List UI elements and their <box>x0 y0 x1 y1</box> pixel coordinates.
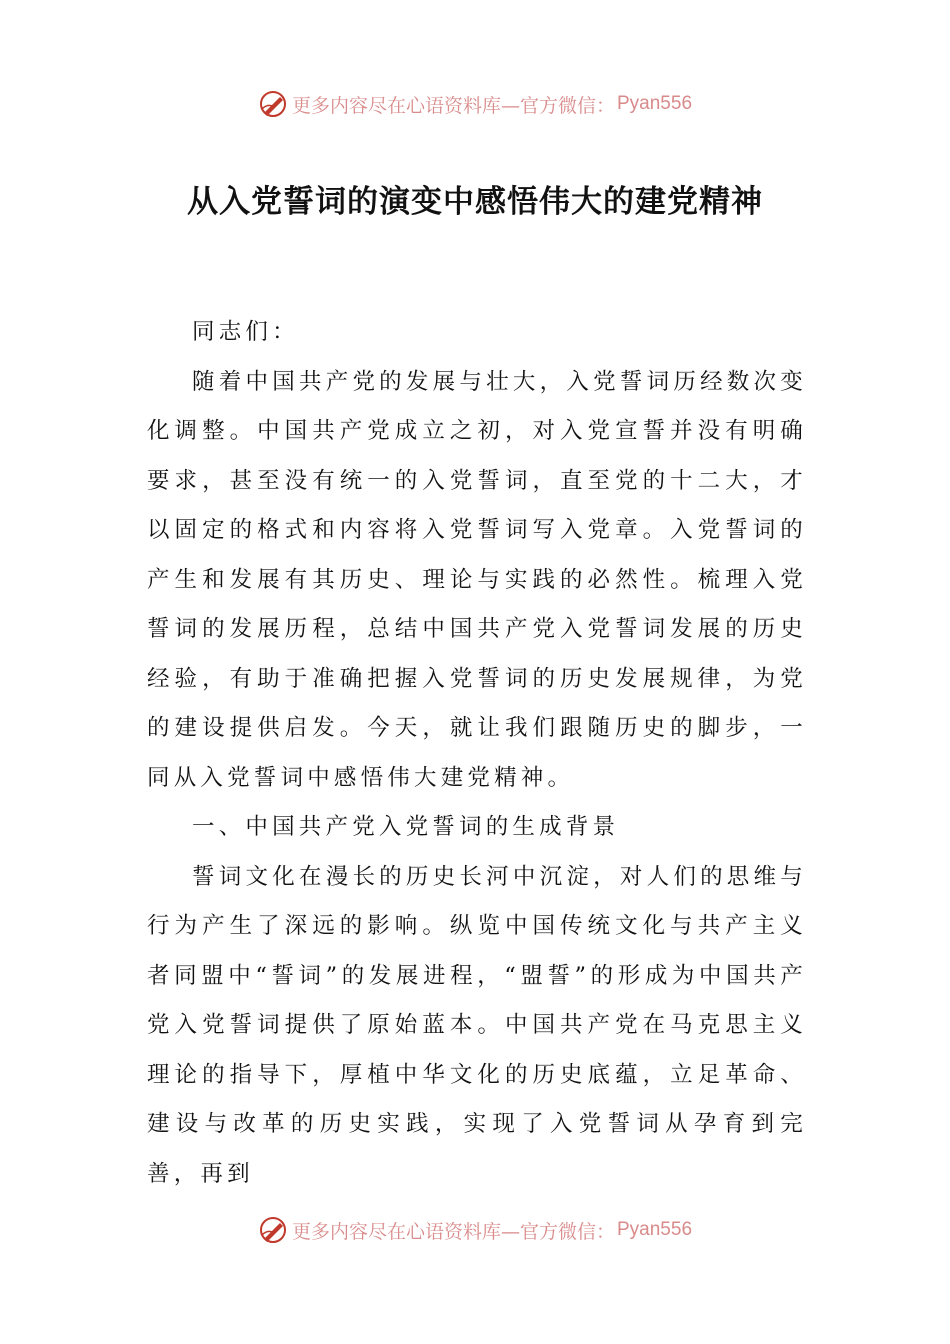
footer-watermark <box>0 1210 950 1250</box>
watermark-wechat-id: Pyan556 <box>617 1219 693 1240</box>
header-watermark <box>0 84 950 124</box>
body-paragraph: 随着中国共产党的发展与壮大，入党誓词历经数次变化调整。中国共产党成立之初，对入党宣誓并没有明确要求，甚至没有统一的入党誓词，直至党的十二大，才以固定的格式和内容将入党誓词写入党章。入党誓词的产生和发展有其历史、理论与实践的必然性。梳理入党誓词的发展历程，总结中国共产党入党誓词发展的历史经验，有助于准确把握入党誓词的历史发展规律，为党的建设提供启发。今天，就让我们跟随历史的脚步，一同从入党誓词中感悟伟大建党精神。 <box>147 368 807 791</box>
body-paragraph: 誓词文化在漫长的历史长河中沉淀，对人们的思维与行为产生了深远的影响。纵览中国传统文化与共产主义者同盟中“誓词”的发展进程，“盟誓”的形成为中国共产党入党誓词提供了原始蓝本。中国共产党在马克思主义理论的指导下，厚植中华文化的历史底蕴，立足革命、建设与改革的历史实践，实现了入党誓词从孕育到完善，再到 <box>147 863 807 1187</box>
pen-logo-icon <box>258 1215 288 1245</box>
pen-logo-icon <box>258 89 288 119</box>
section-heading: 一、中国共产党入党誓词的生成背景 <box>192 814 620 840</box>
watermark-text: 更多内容尽在心语资料库—官方微信： <box>291 94 615 117</box>
salutation: 同志们： <box>192 319 299 345</box>
watermark-wechat-id: Pyan556 <box>617 93 693 114</box>
document-body <box>147 308 807 1199</box>
document-title: 从入党誓词的演变中感悟伟大的建党精神 <box>187 184 763 220</box>
watermark-text: 更多内容尽在心语资料库—官方微信： <box>291 1220 615 1243</box>
